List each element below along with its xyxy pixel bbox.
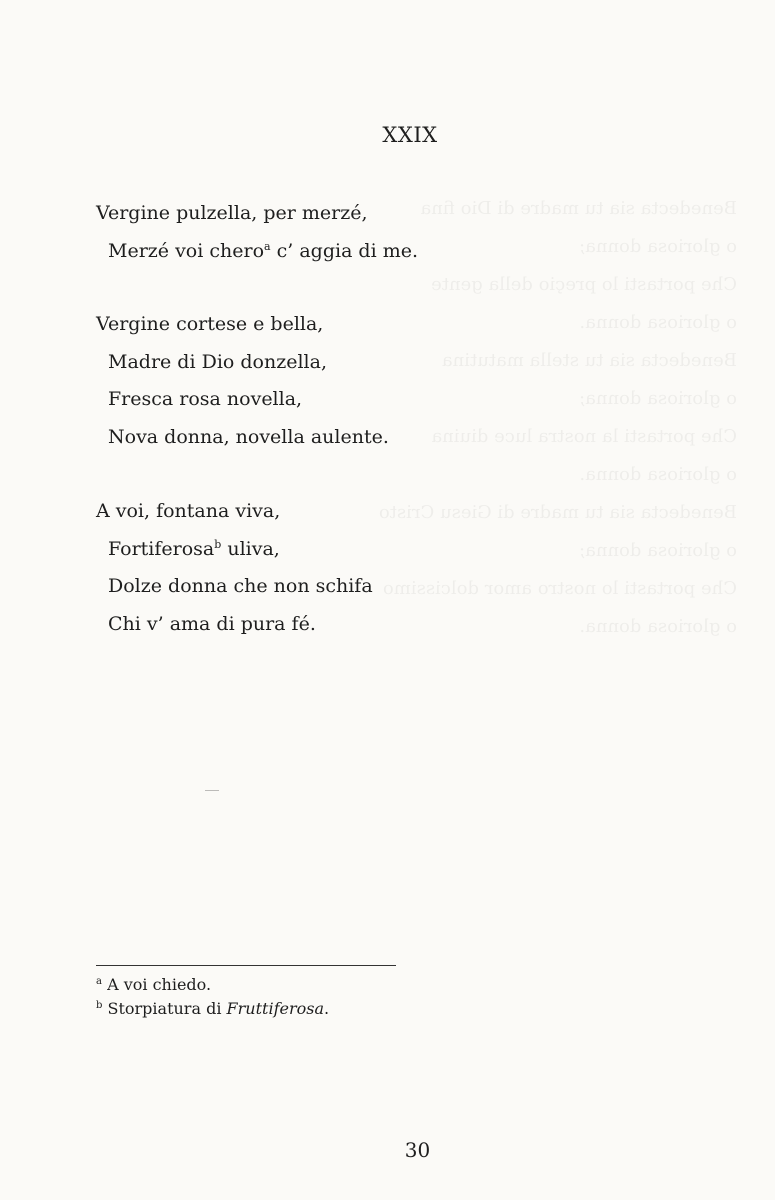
- show-through-text: Benedecta sia tu madre di Dio fina o gloriosa donna; Che portasti lo preçio della gente o gloriosa donna. Benedecta sia tu stella matutina o gloriosa donna; Che portasti la nostra luce diuina o gloriosa donna. Benedecta sia tu madre di Giesu Cristo o gloriosa donna; Che portasti lo nostro amor dolcissimo o gloriosa donna.: [378, 198, 737, 637]
- verse-line: Nova donna, novella aulente.: [108, 425, 389, 448]
- verse-line: Fresca rosa novella,: [108, 388, 303, 410]
- verse-line: Fortiferosa$^b$ uliva,: [108, 537, 280, 560]
- ink-mark: [205, 790, 219, 791]
- verse-line: Dolze donna che non schifa: [108, 575, 373, 597]
- verse-line: Merzé voi chero$^a$ c’ aggia di me.: [108, 239, 419, 262]
- stanza-3: [96, 493, 373, 643]
- verse-line: Vergine pulzella, per merzé,: [96, 202, 368, 224]
- page-number: 30: [404, 1138, 431, 1162]
- verse-line: Vergine cortese e bella,: [96, 313, 324, 335]
- poem-title: XXIX: [382, 123, 438, 147]
- footnote: $^b$ Storpiatura di Fruttiferosa.: [96, 999, 330, 1018]
- verse-line: A voi, fontana viva,: [96, 500, 281, 522]
- stanza-1: [96, 195, 418, 270]
- footnote-mark: a: [264, 239, 271, 253]
- footnote-rule: [96, 965, 396, 966]
- verse-line: Chi v’ ama di pura fé.: [108, 612, 316, 635]
- footnote: $^a$ A voi chiedo.: [96, 975, 212, 994]
- stanza-2: [96, 306, 389, 456]
- footnote-mark: b: [214, 537, 222, 551]
- verse-line: Madre di Dio donzella,: [108, 350, 327, 373]
- footnotes: [96, 973, 329, 1021]
